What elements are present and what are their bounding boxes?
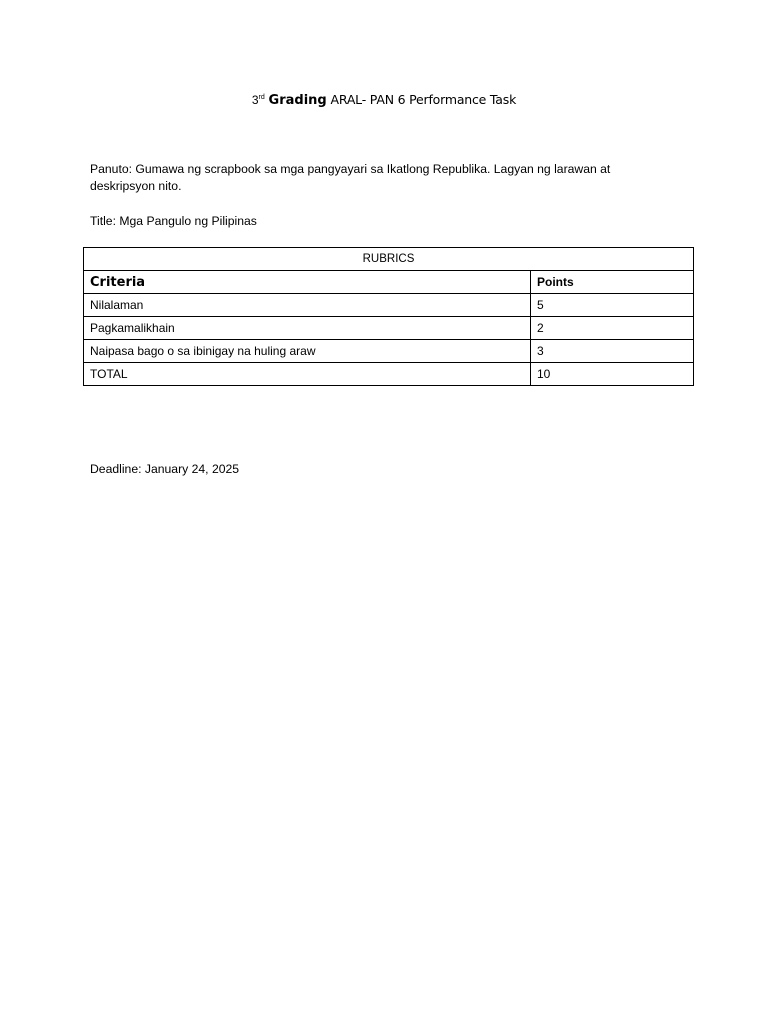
rubrics-table xyxy=(83,247,694,386)
rubrics-caption-row xyxy=(84,248,694,271)
title-grading: Grading xyxy=(268,93,327,108)
points-cell: 3 xyxy=(531,340,694,363)
page-title xyxy=(0,92,768,108)
rubrics-header-row xyxy=(84,271,694,294)
criteria-cell: TOTAL xyxy=(84,363,531,386)
title-ordinal xyxy=(252,93,265,107)
ordinal-suffix: rd xyxy=(258,94,265,101)
ordinal-number: 3 xyxy=(251,93,259,107)
criteria-cell: Nilalaman xyxy=(84,294,531,317)
points-cell: 2 xyxy=(531,317,694,340)
table-row-total xyxy=(84,363,694,386)
criteria-cell: Pagkamalikhain xyxy=(84,317,531,340)
table-row xyxy=(84,317,694,340)
scrapbook-title: Title: Mga Pangulo ng Pilipinas xyxy=(90,214,257,228)
rubrics-caption: RUBRICS xyxy=(84,248,694,271)
deadline-text: Deadline: January 24, 2025 xyxy=(90,462,240,476)
criteria-header: Criteria xyxy=(84,271,531,294)
table-row xyxy=(84,340,694,363)
table-row xyxy=(84,294,694,317)
criteria-cell: Naipasa bago o sa ibinigay na huling araw xyxy=(84,340,531,363)
title-subject: ARAL- PAN 6 Performance Task xyxy=(330,92,517,107)
instructions-text: Panuto: Gumawa ng scrapbook sa mga pangyayari sa Ikatlong Republika. Lagyan ng larawan at deskripsyon nito. xyxy=(90,162,611,193)
points-cell: 5 xyxy=(531,294,694,317)
points-cell: 10 xyxy=(531,363,694,386)
points-header: Points xyxy=(531,271,694,294)
